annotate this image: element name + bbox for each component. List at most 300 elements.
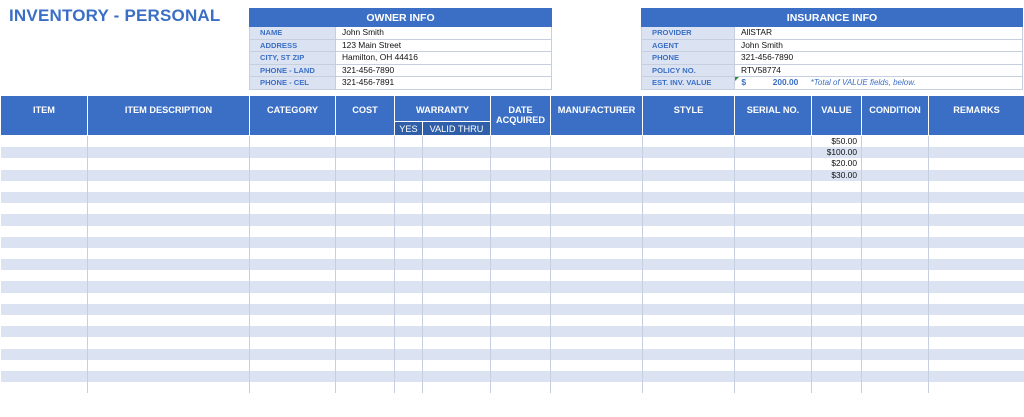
grid-cell[interactable]: [395, 259, 423, 270]
grid-cell[interactable]: [336, 315, 395, 326]
value-cell[interactable]: [812, 237, 862, 248]
grid-cell[interactable]: [929, 170, 1024, 181]
grid-cell[interactable]: [88, 248, 250, 259]
grid-cell[interactable]: [1, 326, 88, 337]
grid-cell[interactable]: [395, 158, 423, 169]
grid-cell[interactable]: [643, 136, 735, 148]
grid-cell[interactable]: [491, 304, 551, 315]
provider-cell[interactable]: AllSTAR: [735, 27, 1023, 40]
grid-cell[interactable]: [491, 337, 551, 348]
grid-cell[interactable]: [491, 326, 551, 337]
grid-cell[interactable]: [336, 136, 395, 148]
grid-cell[interactable]: [336, 192, 395, 203]
grid-cell[interactable]: [862, 170, 929, 181]
owner-phone-land-cell[interactable]: 321-456-7890: [336, 64, 552, 77]
grid-cell[interactable]: [862, 259, 929, 270]
grid-cell[interactable]: [250, 360, 336, 371]
owner-city-cell[interactable]: Hamilton, OH 44416: [336, 52, 552, 65]
grid-cell[interactable]: [250, 337, 336, 348]
grid-cell[interactable]: [423, 158, 491, 169]
grid-cell[interactable]: [862, 203, 929, 214]
grid-cell[interactable]: [250, 248, 336, 259]
grid-cell[interactable]: [423, 203, 491, 214]
grid-cell[interactable]: [735, 226, 812, 237]
grid-cell[interactable]: [862, 293, 929, 304]
grid-cell[interactable]: [551, 203, 643, 214]
grid-cell[interactable]: [250, 382, 336, 393]
grid-cell[interactable]: [423, 315, 491, 326]
grid-cell[interactable]: [1, 371, 88, 382]
grid-cell[interactable]: [491, 226, 551, 237]
grid-cell[interactable]: [551, 226, 643, 237]
grid-cell[interactable]: [929, 382, 1024, 393]
grid-cell[interactable]: [551, 371, 643, 382]
grid-cell[interactable]: [929, 226, 1024, 237]
grid-cell[interactable]: [395, 281, 423, 292]
grid-cell[interactable]: [423, 136, 491, 148]
column-header-warranty[interactable]: WARRANTY: [395, 96, 491, 122]
grid-cell[interactable]: [643, 192, 735, 203]
grid-cell[interactable]: [643, 248, 735, 259]
grid-cell[interactable]: [250, 147, 336, 158]
insurance-phone-cell[interactable]: 321-456-7890: [735, 52, 1023, 65]
grid-cell[interactable]: [551, 192, 643, 203]
grid-cell[interactable]: [250, 270, 336, 281]
grid-cell[interactable]: [336, 158, 395, 169]
grid-cell[interactable]: [643, 349, 735, 360]
grid-cell[interactable]: [491, 382, 551, 393]
grid-cell[interactable]: [88, 382, 250, 393]
grid-cell[interactable]: [88, 147, 250, 158]
value-cell[interactable]: [812, 181, 862, 192]
grid-cell[interactable]: [735, 360, 812, 371]
grid-cell[interactable]: [423, 360, 491, 371]
grid-cell[interactable]: [735, 326, 812, 337]
value-cell[interactable]: [812, 315, 862, 326]
grid-cell[interactable]: [491, 158, 551, 169]
grid-cell[interactable]: [929, 181, 1024, 192]
grid-cell[interactable]: [1, 136, 88, 148]
grid-cell[interactable]: [336, 203, 395, 214]
grid-cell[interactable]: [1, 349, 88, 360]
grid-cell[interactable]: [88, 270, 250, 281]
grid-cell[interactable]: [735, 192, 812, 203]
value-cell[interactable]: [812, 248, 862, 259]
value-cell[interactable]: [812, 360, 862, 371]
grid-cell[interactable]: [735, 304, 812, 315]
grid-cell[interactable]: [643, 293, 735, 304]
grid-cell[interactable]: [250, 259, 336, 270]
grid-cell[interactable]: [735, 237, 812, 248]
grid-cell[interactable]: [336, 248, 395, 259]
grid-cell[interactable]: [643, 371, 735, 382]
grid-cell[interactable]: [735, 382, 812, 393]
grid-cell[interactable]: [395, 248, 423, 259]
grid-cell[interactable]: [862, 181, 929, 192]
grid-cell[interactable]: [423, 248, 491, 259]
grid-cell[interactable]: [551, 326, 643, 337]
grid-cell[interactable]: [250, 304, 336, 315]
value-cell[interactable]: $30.00: [812, 170, 862, 181]
grid-cell[interactable]: [862, 158, 929, 169]
grid-cell[interactable]: [1, 360, 88, 371]
grid-cell[interactable]: [929, 349, 1024, 360]
value-cell[interactable]: [812, 304, 862, 315]
grid-cell[interactable]: [88, 293, 250, 304]
grid-cell[interactable]: [551, 170, 643, 181]
grid-cell[interactable]: [551, 181, 643, 192]
grid-cell[interactable]: [929, 248, 1024, 259]
grid-cell[interactable]: [423, 192, 491, 203]
grid-cell[interactable]: [643, 203, 735, 214]
grid-cell[interactable]: [643, 158, 735, 169]
grid-cell[interactable]: [395, 214, 423, 225]
grid-cell[interactable]: [491, 136, 551, 148]
grid-cell[interactable]: [929, 293, 1024, 304]
grid-cell[interactable]: [1, 248, 88, 259]
grid-cell[interactable]: [735, 214, 812, 225]
grid-cell[interactable]: [423, 226, 491, 237]
grid-cell[interactable]: [929, 147, 1024, 158]
grid-cell[interactable]: [395, 382, 423, 393]
grid-cell[interactable]: [336, 349, 395, 360]
grid-cell[interactable]: [395, 237, 423, 248]
grid-cell[interactable]: [395, 304, 423, 315]
grid-cell[interactable]: [551, 259, 643, 270]
grid-cell[interactable]: [643, 181, 735, 192]
grid-cell[interactable]: [395, 337, 423, 348]
grid-cell[interactable]: [929, 136, 1024, 148]
grid-cell[interactable]: [1, 214, 88, 225]
value-cell[interactable]: [812, 382, 862, 393]
grid-cell[interactable]: [88, 170, 250, 181]
grid-cell[interactable]: [551, 304, 643, 315]
grid-cell[interactable]: [1, 304, 88, 315]
value-cell[interactable]: [812, 326, 862, 337]
owner-phone-cel-cell[interactable]: 321-456-7891: [336, 77, 552, 90]
grid-cell[interactable]: [250, 315, 336, 326]
grid-cell[interactable]: [88, 214, 250, 225]
grid-cell[interactable]: [423, 270, 491, 281]
grid-cell[interactable]: [395, 293, 423, 304]
grid-cell[interactable]: [250, 170, 336, 181]
grid-cell[interactable]: [735, 337, 812, 348]
grid-cell[interactable]: [423, 181, 491, 192]
grid-cell[interactable]: [491, 360, 551, 371]
grid-cell[interactable]: [862, 270, 929, 281]
grid-cell[interactable]: [551, 360, 643, 371]
grid-cell[interactable]: [423, 349, 491, 360]
grid-cell[interactable]: [250, 371, 336, 382]
grid-cell[interactable]: [88, 226, 250, 237]
grid-cell[interactable]: [551, 293, 643, 304]
grid-cell[interactable]: [336, 170, 395, 181]
grid-cell[interactable]: [551, 136, 643, 148]
grid-cell[interactable]: [1, 192, 88, 203]
grid-cell[interactable]: [1, 382, 88, 393]
grid-cell[interactable]: [88, 337, 250, 348]
grid-cell[interactable]: [643, 170, 735, 181]
grid-cell[interactable]: [551, 349, 643, 360]
grid-cell[interactable]: [395, 203, 423, 214]
grid-cell[interactable]: [862, 147, 929, 158]
grid-cell[interactable]: [491, 349, 551, 360]
grid-cell[interactable]: [491, 293, 551, 304]
agent-cell[interactable]: John Smith: [735, 39, 1023, 52]
column-header-style[interactable]: STYLE: [643, 96, 735, 136]
grid-cell[interactable]: [1, 147, 88, 158]
column-header-date-acquired[interactable]: [491, 96, 551, 136]
value-cell[interactable]: [812, 371, 862, 382]
grid-cell[interactable]: [929, 203, 1024, 214]
grid-cell[interactable]: [491, 281, 551, 292]
grid-cell[interactable]: [491, 214, 551, 225]
grid-cell[interactable]: [1, 170, 88, 181]
grid-cell[interactable]: [735, 248, 812, 259]
grid-cell[interactable]: [88, 136, 250, 148]
grid-cell[interactable]: [423, 326, 491, 337]
column-header-remarks[interactable]: REMARKS: [929, 96, 1024, 136]
column-header-manufacturer[interactable]: MANUFACTURER: [551, 96, 643, 136]
grid-cell[interactable]: [862, 237, 929, 248]
grid-cell[interactable]: [551, 382, 643, 393]
grid-cell[interactable]: [395, 136, 423, 148]
value-cell[interactable]: [812, 281, 862, 292]
grid-cell[interactable]: [1, 281, 88, 292]
grid-cell[interactable]: [88, 237, 250, 248]
grid-cell[interactable]: [491, 248, 551, 259]
grid-cell[interactable]: [336, 337, 395, 348]
value-cell[interactable]: [812, 192, 862, 203]
grid-cell[interactable]: [250, 158, 336, 169]
grid-cell[interactable]: [336, 181, 395, 192]
grid-cell[interactable]: [643, 147, 735, 158]
value-cell[interactable]: [812, 214, 862, 225]
grid-cell[interactable]: [336, 237, 395, 248]
grid-cell[interactable]: [643, 304, 735, 315]
grid-cell[interactable]: [735, 170, 812, 181]
grid-cell[interactable]: [735, 315, 812, 326]
grid-cell[interactable]: [336, 214, 395, 225]
grid-cell[interactable]: [551, 237, 643, 248]
grid-cell[interactable]: [929, 304, 1024, 315]
grid-cell[interactable]: [1, 181, 88, 192]
grid-cell[interactable]: [250, 214, 336, 225]
grid-cell[interactable]: [491, 192, 551, 203]
grid-cell[interactable]: [250, 326, 336, 337]
grid-cell[interactable]: [735, 281, 812, 292]
grid-cell[interactable]: [551, 158, 643, 169]
grid-cell[interactable]: [336, 304, 395, 315]
grid-cell[interactable]: [551, 281, 643, 292]
grid-cell[interactable]: [395, 147, 423, 158]
grid-cell[interactable]: [491, 181, 551, 192]
column-header-warranty-valid-thru[interactable]: VALID THRU: [423, 122, 491, 136]
grid-cell[interactable]: [491, 170, 551, 181]
grid-cell[interactable]: [735, 136, 812, 148]
grid-cell[interactable]: [88, 158, 250, 169]
column-header-value[interactable]: VALUE: [812, 96, 862, 136]
grid-cell[interactable]: [491, 259, 551, 270]
grid-cell[interactable]: [1, 293, 88, 304]
value-cell[interactable]: $20.00: [812, 158, 862, 169]
grid-cell[interactable]: [423, 293, 491, 304]
column-header-warranty-yes[interactable]: YES: [395, 122, 423, 136]
value-cell[interactable]: [812, 349, 862, 360]
grid-cell[interactable]: [395, 371, 423, 382]
grid-cell[interactable]: [862, 226, 929, 237]
grid-cell[interactable]: [929, 326, 1024, 337]
grid-cell[interactable]: [862, 214, 929, 225]
grid-cell[interactable]: [1, 226, 88, 237]
value-cell[interactable]: $50.00: [812, 136, 862, 148]
value-cell[interactable]: [812, 337, 862, 348]
est-inv-value-cell[interactable]: [735, 77, 1023, 90]
grid-cell[interactable]: [862, 382, 929, 393]
grid-cell[interactable]: [929, 192, 1024, 203]
grid-cell[interactable]: [643, 214, 735, 225]
grid-cell[interactable]: [643, 337, 735, 348]
grid-cell[interactable]: [929, 270, 1024, 281]
column-header-condition[interactable]: CONDITION: [862, 96, 929, 136]
grid-cell[interactable]: [929, 259, 1024, 270]
grid-cell[interactable]: [395, 315, 423, 326]
grid-cell[interactable]: [88, 326, 250, 337]
grid-cell[interactable]: [336, 281, 395, 292]
grid-cell[interactable]: [929, 158, 1024, 169]
grid-cell[interactable]: [395, 326, 423, 337]
column-header-cost[interactable]: COST: [336, 96, 395, 136]
grid-cell[interactable]: [395, 360, 423, 371]
grid-cell[interactable]: [423, 259, 491, 270]
grid-cell[interactable]: [423, 382, 491, 393]
grid-cell[interactable]: [1, 315, 88, 326]
grid-cell[interactable]: [88, 304, 250, 315]
grid-cell[interactable]: [250, 192, 336, 203]
value-cell[interactable]: [812, 203, 862, 214]
grid-cell[interactable]: [735, 203, 812, 214]
column-header-category[interactable]: CATEGORY: [250, 96, 336, 136]
grid-cell[interactable]: [395, 349, 423, 360]
grid-cell[interactable]: [735, 349, 812, 360]
grid-cell[interactable]: [423, 170, 491, 181]
grid-cell[interactable]: [929, 237, 1024, 248]
grid-cell[interactable]: [336, 326, 395, 337]
grid-cell[interactable]: [250, 349, 336, 360]
grid-cell[interactable]: [735, 270, 812, 281]
grid-cell[interactable]: [1, 270, 88, 281]
owner-address-cell[interactable]: 123 Main Street: [336, 39, 552, 52]
grid-cell[interactable]: [423, 214, 491, 225]
grid-cell[interactable]: [735, 371, 812, 382]
grid-cell[interactable]: [88, 181, 250, 192]
grid-cell[interactable]: [735, 293, 812, 304]
grid-cell[interactable]: [929, 315, 1024, 326]
grid-cell[interactable]: [395, 192, 423, 203]
grid-cell[interactable]: [862, 248, 929, 259]
grid-cell[interactable]: [551, 248, 643, 259]
grid-cell[interactable]: [551, 147, 643, 158]
grid-cell[interactable]: [423, 337, 491, 348]
grid-cell[interactable]: [395, 270, 423, 281]
grid-cell[interactable]: [862, 281, 929, 292]
column-header-serial[interactable]: SERIAL NO.: [735, 96, 812, 136]
grid-cell[interactable]: [336, 147, 395, 158]
grid-cell[interactable]: [423, 147, 491, 158]
grid-cell[interactable]: [862, 136, 929, 148]
grid-cell[interactable]: [395, 226, 423, 237]
grid-cell[interactable]: [250, 237, 336, 248]
grid-cell[interactable]: [1, 158, 88, 169]
grid-cell[interactable]: [336, 371, 395, 382]
value-cell[interactable]: $100.00: [812, 147, 862, 158]
grid-cell[interactable]: [551, 270, 643, 281]
grid-cell[interactable]: [735, 147, 812, 158]
grid-cell[interactable]: [735, 181, 812, 192]
grid-cell[interactable]: [491, 371, 551, 382]
value-cell[interactable]: [812, 270, 862, 281]
grid-cell[interactable]: [643, 326, 735, 337]
grid-cell[interactable]: [336, 259, 395, 270]
owner-name-cell[interactable]: John Smith: [336, 27, 552, 40]
grid-cell[interactable]: [395, 181, 423, 192]
grid-cell[interactable]: [643, 270, 735, 281]
grid-cell[interactable]: [250, 136, 336, 148]
policy-no-cell[interactable]: RTV58774: [735, 64, 1023, 77]
grid-cell[interactable]: [491, 315, 551, 326]
grid-cell[interactable]: [862, 337, 929, 348]
grid-cell[interactable]: [643, 360, 735, 371]
grid-cell[interactable]: [1, 337, 88, 348]
grid-cell[interactable]: [1, 259, 88, 270]
grid-cell[interactable]: [491, 237, 551, 248]
grid-cell[interactable]: [862, 371, 929, 382]
grid-cell[interactable]: [735, 259, 812, 270]
grid-cell[interactable]: [643, 237, 735, 248]
grid-cell[interactable]: [250, 226, 336, 237]
grid-cell[interactable]: [643, 382, 735, 393]
grid-cell[interactable]: [862, 315, 929, 326]
grid-cell[interactable]: [1, 203, 88, 214]
grid-cell[interactable]: [395, 170, 423, 181]
grid-cell[interactable]: [491, 203, 551, 214]
grid-cell[interactable]: [643, 259, 735, 270]
grid-cell[interactable]: [423, 237, 491, 248]
grid-cell[interactable]: [336, 293, 395, 304]
grid-cell[interactable]: [250, 203, 336, 214]
grid-cell[interactable]: [88, 259, 250, 270]
grid-cell[interactable]: [862, 304, 929, 315]
grid-cell[interactable]: [735, 158, 812, 169]
grid-cell[interactable]: [88, 349, 250, 360]
grid-cell[interactable]: [491, 270, 551, 281]
grid-cell[interactable]: [643, 281, 735, 292]
grid-cell[interactable]: [929, 214, 1024, 225]
grid-cell[interactable]: [88, 281, 250, 292]
grid-cell[interactable]: [336, 382, 395, 393]
grid-cell[interactable]: [862, 192, 929, 203]
column-header-description[interactable]: ITEM DESCRIPTION: [88, 96, 250, 136]
grid-cell[interactable]: [88, 315, 250, 326]
grid-cell[interactable]: [88, 371, 250, 382]
grid-cell[interactable]: [862, 349, 929, 360]
value-cell[interactable]: [812, 226, 862, 237]
column-header-item[interactable]: ITEM: [1, 96, 88, 136]
grid-cell[interactable]: [250, 281, 336, 292]
grid-cell[interactable]: [88, 192, 250, 203]
grid-cell[interactable]: [423, 281, 491, 292]
grid-cell[interactable]: [250, 293, 336, 304]
